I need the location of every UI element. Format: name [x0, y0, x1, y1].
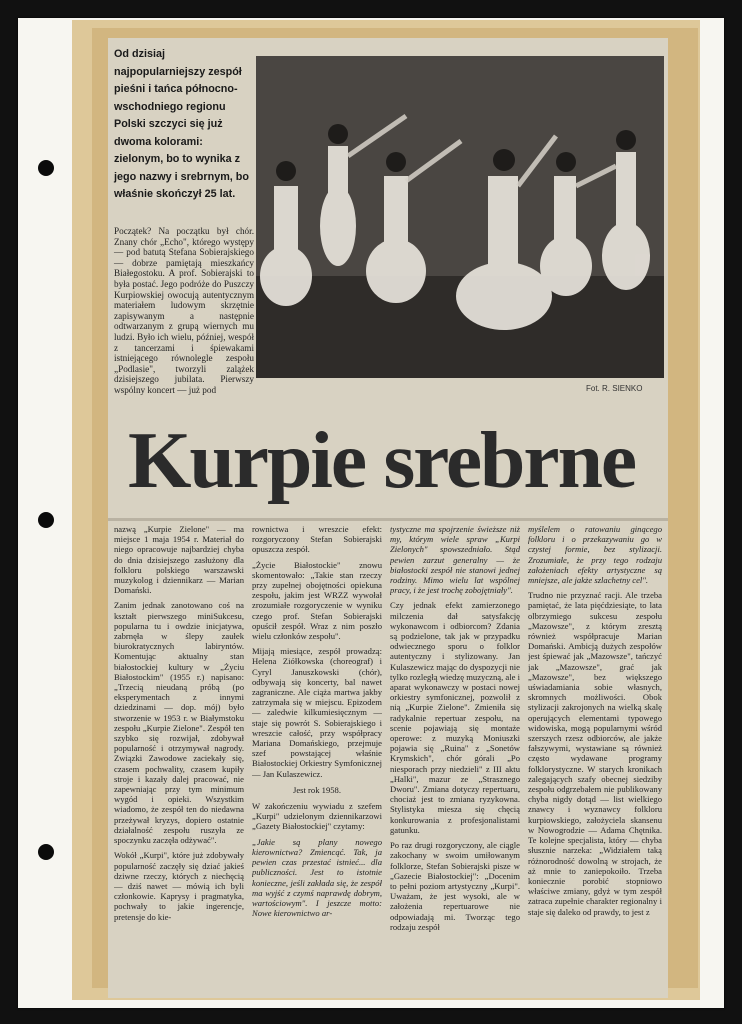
dancers-photo-illustration	[256, 56, 664, 378]
column-paragraph: Mijają miesiące, zespół prowadzą: Helena Ziółkowska (choreograf) i Cyryl Januszkowski (chór), odbywają się koncerty, bal nawet zagraniczne. Ale ciąża martwa jakby zatrzymała się w miejscu. Epizodem — zaledwie kilkumiesięcznym — staje się powrót S. Sobierajskiego i wreszcie całość, przy współpracy Mariana Domańskiego, przejmuje szef powstającej właśnie Białostockiej Orkiestry Symfonicznej — Jan Kulaszewicz.	[252, 646, 382, 779]
binder-hole	[38, 844, 54, 860]
column-paragraph: Wokół „Kurpi", które już zdobywały popularność zaczęły się dziać jakieś dziwne rzeczy, których z niechęcią — dziś nawet — mówią ich byli członkowie. Kaprysy i pragmatyka, pochwały to jakie ingerencje, pretensje do kie-	[114, 850, 244, 922]
headline: Kurpie srebrne	[128, 417, 636, 505]
article-column-3	[390, 524, 520, 984]
column-paragraph: Po raz drugi rozgoryczony, ale ciągle zakochany w swoim umiłowanym folklorze, Stefan Sobierajski pisze w „Gazecie Białostockiej": „Docenim to pełni poziom artystyczny „Kurpi". Uważam, że jest wysoki, ale w założenia repertuarowe nie odpowiadają mi. Tworząc tego rodzaju zespół	[390, 840, 520, 932]
column-paragraph: tystyczne ma spojrzenie świeższe niż my, którym wiele spraw „Kurpi Zielonych" spowszedniało. Stąd pewien zarzut generalny — że białostocki zespół nie stanowi jednej rodziny. Mimo wielu lat wspólnej pracy, i że jest trochę zobojętniały".	[390, 524, 520, 596]
column-paragraph: nazwą „Kurpie Zielone" — ma miejsce 1 maja 1954 r. Materiał do niego opracowuje najbardziej chyba do dnia dzisiejszego zasłużony dla folkloru polskiego warszawski muzykolog i dziennikarz — Marian Domański.	[114, 524, 244, 596]
intro-paragraph: Początek? Na początku był chór. Znany chór „Echo", którego występy — pod batutą Stefana Sobierajskiego — dobrze pamiętają mieszkańcy Białegostoku. A prof. Sobierajski to była postać. Jego podróże do Puszczy Kurpiowskiej owocują autentycznym materiałem ludowym skrzętnie zapisywanym a następnie odtwarzanym z grupą wiernych mu ludzi. Było ich wielu, później, wespół z tancerzami i śpiewakami istniejącego równolegle zespołu „Podlasie", tworzyli zalążek dzisiejszego jubilata. Pierwszy wspólny koncert — już pod	[114, 226, 254, 395]
column-paragraph: Trudno nie przyznać racji. Ale trzeba pamiętać, że lata pięćdziesiąte, to lata olbrzymiego sukcesu zespołu „Mazowsze", z którym zresztą również współpracuje Marian Domański. Ambicją dużych zespołów jest śpiewać jak „Mazowsze", tańczyć jak „Mazowsze", grać jak „Mazowsze", bez większego uświadamiania sobie własnych, skromnych możliwości. Obok stylizacji zakrojonych na wielką skalę operujących elementami typowego widowiska, mogą popularnymi wśród szerszych rzesz odbiorców, ale jakże fałszywymi, wystawiane są również często wydawane programy folklorystyczne. W starych kronikach zalegających szafy obecnej siedziby zespołu odgrzebałem nie publikowany chyba nigdy dotąd — list wielkiego znawcy i wyznawcy folkloru kurpiowskiego, założyciela skansenu w Nowogrodzie — Adama Chętnika. Te kolejne specjalista, który — chyba słusznie narzeka: „Widziałem taką różnorodność dowolną w strojach, że aż mnie to zaniepokoiło. Trzeba koniecznie porobić stopniowo właściwe zmiany, gdyż w tym zespół zatraca zupełnie charakter regionalny i staje się daleko od prawdy, to jest z	[528, 590, 662, 917]
column-paragraph: „Jakie są plany nowego kierownictwa? Zmiencąć. Tak, ja pewien czas przestać istnieć... dla publiczności. Jest to istotnie konieczne, jeśli zakłada się, że zespół ma wyjść z czymś naprawdę dobrym, wartościowym". I jeszcze motto: Nowe kierownictwo ar-	[252, 836, 382, 919]
article-column-2	[252, 524, 382, 984]
column-paragraph: W zakończeniu wywiadu z szefem „Kurpi" udzielonym dziennikarzowi „Gazety Białostockiej" czytamy:	[252, 801, 382, 832]
article-column-1	[114, 524, 244, 984]
photo-credit: Fot. R. SIENKO	[586, 384, 643, 393]
binder-hole	[38, 512, 54, 528]
article-column-4	[528, 524, 662, 984]
column-subheading: Jest rok 1958.	[293, 784, 341, 795]
column-paragraph: Zanim jednak zanotowano coś na kształt pierwszego miniSukcesu, popularna tu i owdzie inicjatywa, zabrnęła w ślepy zaułek biurokratycznych labiryntów. Komentując aktualny stan białostockiej kultury w „Życiu Białostockim" (1955 r.) napisano: „Trzecią nieudaną próbą (po eksperymentach z innymi dziedzinami — dop. mój) było stworzenie w 1953 r. w Białymstoku zespołu „Kurpie Zielone". Zespół ten szybko się rozwijał, zdobywał popularność i otrzymywał nagrody. Związki Zawodowe zaciekały się, czasem pochwality, czasem kupiły stroje i kazały dalej pracować, nie zapewniając przy tym minimum wygód i opieki. Wszystkim wiadomo, że zespół ten do niedawna przeżywał kryzys, dopiero ostatnie działalność zespołu ruszyła ze spoczynku zaczęła odżywać".	[114, 600, 244, 846]
column-paragraph: Czy jednak efekt zamierzonego milczenia dał satysfakcję wykonawcom i odbiorcom? Zdania są podzielone, tak jak w przypadku odwiecznego sporu o folklor autentyczny i stylizowany. Jan Kulaszewicz mając do dyspozycji nie tylko rozległą wiedzę muzyczną, ale i aparat wykonawczy w postaci nowej orkiestry symfonicznej, pozwolił z nią „Kurpie Zielone". Zmieniła się radykalnie repertuar zespołu, na scenie pojawiają się montaże operowe: z muzyką Moniuszki pojawia się „Ruina" z „Sonetów Krymskich", chór górali „Po niesporach przy niedzieli" z III aktu „Halki", mazur ze „Strasznego Dworu". Zmiana dotyczy repertuaru, chociaż jest to zmiana ryzykowna. Stylistyka miesza się chęcią konkurowania z profesjonalistami gatunku.	[390, 600, 520, 835]
fold-line	[108, 518, 668, 521]
column-paragraph: myślelem o ratowaniu ginącego folkloru i o przekazywaniu go w czystej formie, bez stylizacji. Zrozumiałe, że przy tego rodzaju założeniach efekty artystyczne są mniejsze, ale jakże szlachetny cel".	[528, 524, 662, 586]
column-paragraph: rownictwa i wreszcie efekt: rozgoryczony Stefan Sobierajski opuszcza zespół.	[252, 524, 382, 555]
column-paragraph: „Życie Białostockie" znowu skomentowało: „Takie stan rzeczy przy zupełnej obojętności opiekuna zespołu, jakim jest WRZZ wywołał zrozumiałe rozgoryczenie w wyniku czego prof. Stefan Sobierajski opuścił zespół. Wraz z nim poszło wielu członków zespołu".	[252, 559, 382, 642]
lead-paragraph: Od dzisiaj najpopularniejszy zespół pieśni i tańca północno-wschodniego regionu Polski szczyci się już dwoma kolorami: zielonym, bo to wynika z jego nazwy i srebrnym, bo właśnie skończył 25 lat.	[114, 48, 249, 200]
binder-hole	[38, 160, 54, 176]
dancers-photo	[256, 56, 664, 378]
newspaper-clipping	[108, 38, 668, 998]
